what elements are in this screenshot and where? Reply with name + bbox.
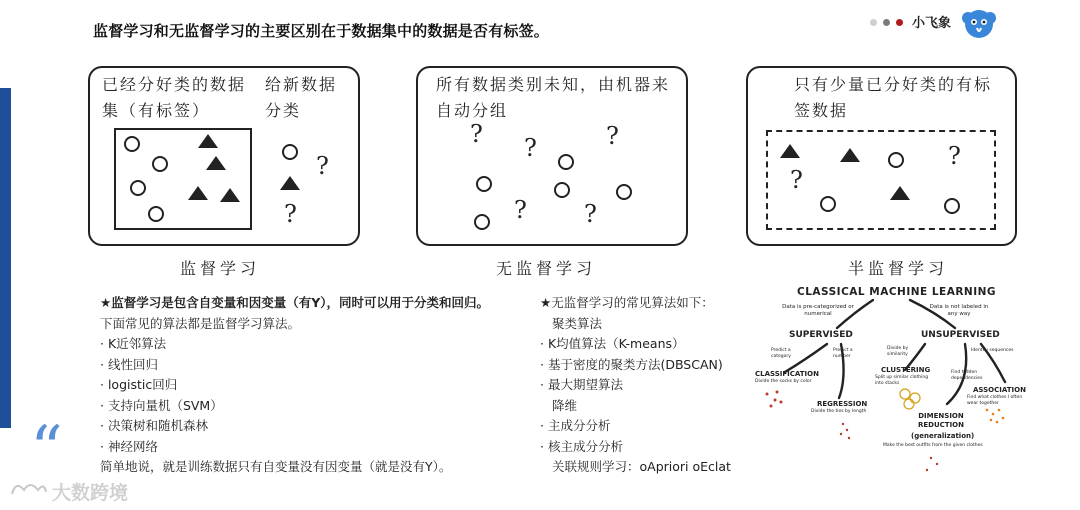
new-data-circle <box>282 144 298 160</box>
generalization-label: (generalization) <box>911 432 975 440</box>
question-mark: ? <box>524 134 537 162</box>
semi-supervised-caption: 半监督学习 <box>848 259 949 278</box>
algo-item: · K均值算法（K-means） <box>540 336 685 351</box>
algo-item: · 最大期望算法 <box>540 377 623 392</box>
brand-name: 小飞象 <box>912 16 952 31</box>
data-circle <box>888 152 904 168</box>
labeled-data-box <box>114 128 252 230</box>
page-title: 监督学习和无监督学习的主要区别在于数据集中的数据是否有标签。 <box>93 22 550 40</box>
question-mark: ? <box>284 200 297 228</box>
unsupervised-caption: 无监督学习 <box>496 259 597 278</box>
data-circle <box>616 184 632 200</box>
supervised-node: SUPERVISED <box>789 330 853 340</box>
right-note: Data is not labeled in any way <box>929 304 989 317</box>
unsupervised-panel <box>416 66 688 246</box>
algo-item: · 线性回归 <box>100 356 158 372</box>
regression-node: REGRESSION <box>817 400 868 408</box>
algo-item: · 决策树和随机森林 <box>100 418 208 433</box>
left-note: Data is pre-categorized or numerical <box>782 304 854 317</box>
divide-similarity-note: Divide by similarity <box>887 346 909 357</box>
data-triangle <box>780 144 800 158</box>
data-circle <box>152 156 168 172</box>
identify-sequences-note: Identify sequences <box>971 348 1014 353</box>
algo-item: · 核主成分分析 <box>540 438 623 454</box>
quote-mark-icon: “ <box>30 413 63 487</box>
association-node: ASSOCIATION <box>973 386 1026 394</box>
data-triangle <box>220 188 240 202</box>
data-circle <box>558 154 574 170</box>
supervised-caption: 监督学习 <box>180 259 261 278</box>
question-mark: ? <box>948 142 961 170</box>
dot-light <box>870 19 877 26</box>
unknown-category-label: 所有数据类别未知，由机器来自动分组 <box>436 75 671 120</box>
supervised-panel <box>88 66 360 246</box>
data-triangle <box>198 134 218 148</box>
ml-title: CLASSICAL MACHINE LEARNING <box>797 286 997 298</box>
algo-item: · 主成分分析 <box>540 418 611 433</box>
algo-item: · 支持向量机（SVM） <box>100 397 223 413</box>
question-mark: ? <box>316 152 329 180</box>
data-circle <box>944 198 960 214</box>
supervised-heading: ★监督学习是包含自变量和因变量（有Y），同时可以用于分类和回归。 <box>100 295 490 310</box>
elephant-logo-icon <box>962 6 996 40</box>
data-circle <box>130 180 146 196</box>
semi-supervised-panel <box>746 66 1017 246</box>
few-labeled-label: 只有少量已分好类的有标签数据 <box>794 75 993 120</box>
clustering-node: CLUSTERING <box>881 366 931 374</box>
clustering-note: Split up similar clothing into stacks <box>875 375 929 386</box>
brand-dots <box>870 19 903 26</box>
question-mark: ? <box>606 122 619 150</box>
regression-note: Divide the ties by length <box>811 409 867 414</box>
unsupervised-text <box>540 293 731 478</box>
dimension-reduction-node: DIMENSION REDUCTION <box>918 412 964 429</box>
watermark-logo-icon <box>8 478 50 500</box>
dot-red <box>896 19 903 26</box>
data-circle <box>474 214 490 230</box>
supervised-intro: 下面常见的算法都是监督学习算法。 <box>100 315 301 331</box>
new-data-triangle <box>280 176 300 190</box>
question-mark: ? <box>790 166 803 194</box>
question-mark: ? <box>514 196 527 224</box>
classification-node: CLASSIFICATION <box>755 370 819 378</box>
data-circle <box>476 176 492 192</box>
data-triangle <box>188 186 208 200</box>
watermark-text: 大数跨境 <box>52 482 129 504</box>
data-triangle <box>206 156 226 170</box>
dot-gray <box>883 19 890 26</box>
question-mark: ? <box>584 200 597 228</box>
accent-bar <box>0 88 11 428</box>
question-mark: ? <box>470 120 483 148</box>
unsupervised-heading: ★无监督学习的常见算法如下： <box>540 295 714 310</box>
supervised-summary: 简单地说，就是训练数据只有自变量没有因变量（就是没有Y）。 <box>100 459 452 474</box>
predict-number-note: Predict a number <box>833 348 853 359</box>
classification-note: Divide the socks by color <box>755 379 812 384</box>
data-circle <box>554 182 570 198</box>
data-triangle <box>890 186 910 200</box>
classical-ml-diagram <box>755 282 1025 482</box>
algo-item: · 基于密度的聚类方法(DBSCAN) <box>540 356 723 372</box>
data-triangle <box>840 148 860 162</box>
algo-item: · 神经网络 <box>100 438 158 454</box>
algo-item: · logistic回归 <box>100 377 178 392</box>
algo-item: · K近邻算法 <box>100 336 167 351</box>
labeled-dataset-label: 已经分好类的数据集（有标签） <box>102 75 247 120</box>
algo-category: 聚类算法 <box>552 315 603 331</box>
semi-data-box <box>766 130 996 230</box>
algo-category: 降维 <box>552 397 578 413</box>
data-circle <box>820 196 836 212</box>
association-note: Find what clothes I often wear together <box>967 395 1023 406</box>
predict-category-note: Predict a category <box>771 348 791 359</box>
algo-category: 关联规则学习：oApriori oEclat <box>552 459 731 474</box>
data-circle <box>148 206 164 222</box>
unsupervised-node: UNSUPERVISED <box>921 330 1000 340</box>
supervised-text <box>100 293 489 478</box>
dimension-note: Make the best outfits from the given clothes <box>883 443 983 448</box>
classify-new-label: 给新数据分类 <box>265 75 338 120</box>
find-dependencies-note: Find hidden dependencies <box>951 370 983 381</box>
data-circle <box>124 136 140 152</box>
